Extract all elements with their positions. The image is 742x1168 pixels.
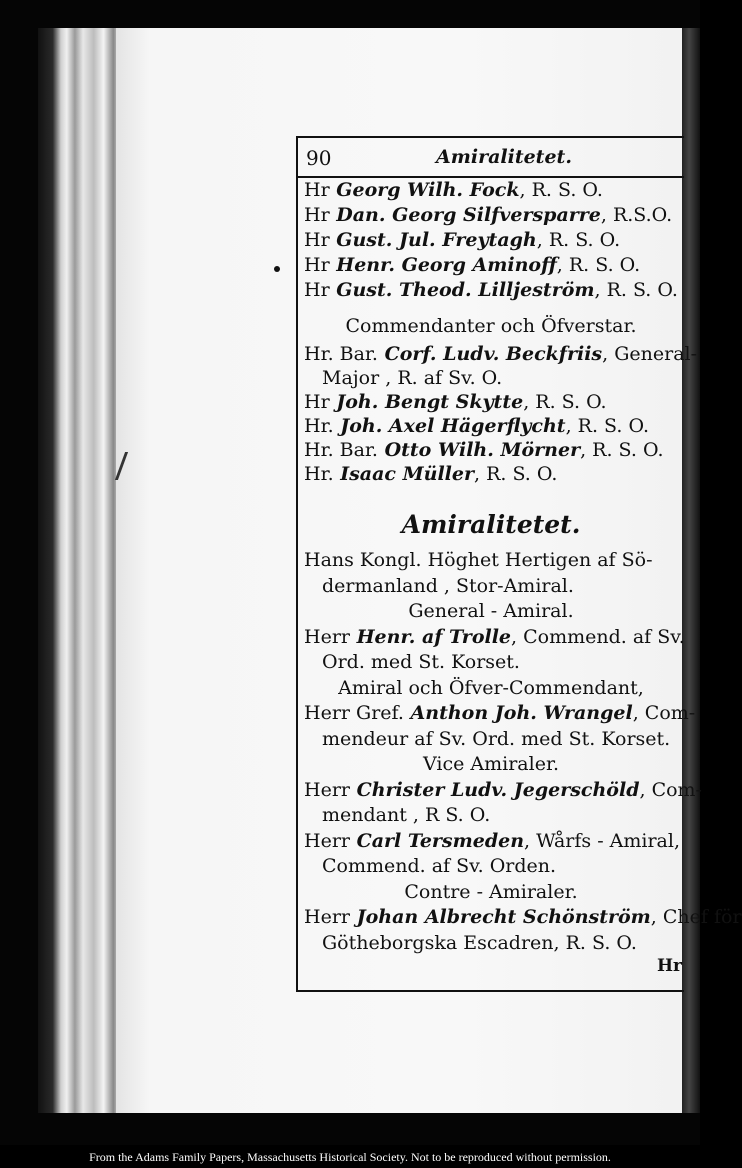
page-header bbox=[298, 136, 684, 176]
entry-text: , R. S. O. bbox=[523, 391, 607, 413]
entry-line bbox=[298, 752, 684, 776]
person-name: Isaac Müller bbox=[333, 463, 474, 485]
archive-caption: From the Adams Family Papers, Massachusetts Historical Society. Not to be reproduced without permission. bbox=[89, 1150, 611, 1164]
catchword: Hr bbox=[656, 956, 682, 976]
entry-text: mendeur af Sv. Ord. med St. Korset. bbox=[322, 727, 671, 750]
entry-text: Hr. bbox=[304, 463, 334, 485]
entry-line bbox=[304, 342, 697, 366]
entry-text: Herr bbox=[304, 778, 350, 801]
entry-text: Hans Kongl. Höghet Hertigen af Sö- bbox=[304, 549, 653, 571]
person-name: Corf. Ludv. Beckfriis bbox=[377, 343, 603, 365]
entry-line bbox=[322, 574, 574, 598]
section-commendanter: Commendanter och Öfverstar. bbox=[345, 315, 637, 337]
person-name: Dan. Georg Silfversparre bbox=[329, 204, 601, 226]
entry-text: Hr bbox=[304, 229, 330, 251]
person-name: Otto Wilh. Mörner bbox=[377, 439, 581, 461]
entry-line bbox=[304, 178, 603, 202]
entry-text: Hr bbox=[304, 391, 330, 413]
entry-text: , R. S. O. bbox=[565, 415, 649, 437]
entry-line bbox=[298, 599, 684, 623]
entry-text: , R. S. O. bbox=[594, 279, 678, 301]
entry-text: , R. S. O. bbox=[536, 229, 621, 251]
entry-text: , Wårfs - Amiral, bbox=[524, 829, 681, 852]
person-name: Johan Albrecht Schönström bbox=[349, 906, 651, 928]
entry-text: Hr bbox=[304, 279, 330, 301]
entry-text: Hr bbox=[304, 254, 330, 276]
entry-line bbox=[304, 625, 685, 649]
entry-text: Major , R. af Sv. O. bbox=[322, 367, 503, 389]
entry-line bbox=[322, 366, 502, 390]
person-name: Anthon Joh. Wrangel bbox=[403, 702, 633, 724]
person-name: Joh. Axel Hägerflycht bbox=[333, 415, 566, 437]
entry-text: , R.S.O. bbox=[600, 204, 673, 226]
entry-text: , R. S. O. bbox=[474, 463, 558, 485]
entry-text: , Com- bbox=[639, 778, 702, 801]
entry-line bbox=[304, 462, 557, 486]
entry-line bbox=[304, 905, 742, 929]
entry-text: , Com- bbox=[632, 702, 696, 724]
entry-line bbox=[304, 701, 695, 725]
entry-text: Vice Amiraler. bbox=[423, 753, 559, 775]
entry-line bbox=[304, 278, 678, 302]
entry-text: Herr bbox=[304, 625, 350, 648]
ink-dot bbox=[274, 266, 280, 272]
entry-line bbox=[304, 203, 672, 227]
entry-line bbox=[322, 803, 490, 827]
entry-line bbox=[304, 253, 640, 277]
entry-line bbox=[298, 676, 684, 700]
running-head: Amiralitetet. bbox=[436, 146, 572, 168]
entry-line bbox=[322, 727, 670, 751]
page-right-edge bbox=[682, 28, 700, 1113]
main-heading: Amiralitetet. bbox=[401, 510, 581, 539]
person-name: Gust. Theod. Lilljeström bbox=[329, 279, 595, 301]
entry-text: mendant , R S. O. bbox=[322, 804, 491, 826]
entry-line bbox=[304, 414, 649, 438]
text-block bbox=[296, 136, 742, 992]
person-name: Henr. af Trolle bbox=[349, 625, 512, 648]
person-name: Christer Ludv. Jegerschöld bbox=[349, 778, 640, 801]
entry-line bbox=[322, 650, 520, 674]
entry-text: Herr bbox=[304, 829, 350, 852]
entry-text: Hr bbox=[304, 204, 330, 226]
entry-line bbox=[304, 438, 663, 462]
entry-text: Ord. med St. Korset. bbox=[322, 651, 520, 673]
person-name: Gust. Jul. Freytagh bbox=[329, 229, 537, 251]
book-spine-edges bbox=[38, 28, 120, 1113]
entry-text: Götheborgska Escadren, R. S. O. bbox=[322, 931, 637, 954]
page-number: 90 bbox=[306, 146, 332, 170]
entry-text: , R. S. O. bbox=[519, 179, 603, 201]
entry-text: Hr. Bar. bbox=[304, 439, 378, 461]
entry-line bbox=[304, 228, 620, 252]
entry-text: Contre - Amiraler. bbox=[404, 880, 578, 903]
person-name: Henr. Georg Aminoff bbox=[329, 254, 557, 276]
entry-text: Herr Gref. bbox=[304, 702, 404, 724]
entry-text: , General- bbox=[602, 343, 698, 365]
entry-line bbox=[304, 390, 607, 414]
entry-text: , Chef för bbox=[650, 906, 742, 928]
entry-text: Hr bbox=[304, 179, 330, 201]
entry-line bbox=[304, 778, 702, 802]
entry-text: Hr. Bar. bbox=[304, 343, 378, 365]
entry-line bbox=[322, 854, 556, 878]
entry-line bbox=[304, 829, 680, 853]
person-name: Joh. Bengt Skytte bbox=[329, 391, 524, 413]
person-name: Carl Tersmeden bbox=[349, 829, 525, 852]
entry-text: Commend. af Sv. Orden. bbox=[322, 855, 557, 877]
entry-text: General - Amiral. bbox=[408, 600, 574, 622]
entry-line bbox=[298, 880, 684, 904]
entry-text: , Commend. af Sv. bbox=[511, 625, 685, 648]
person-name: Georg Wilh. Fock bbox=[329, 179, 520, 201]
entry-line bbox=[322, 931, 637, 955]
entry-text: Amiral och Öfver-Commendant, bbox=[338, 676, 644, 699]
entry-text: , R. S. O. bbox=[556, 254, 641, 276]
entry-text: dermanland , Stor-Amiral. bbox=[322, 574, 574, 597]
entry-text: Hr. bbox=[304, 415, 334, 437]
entry-text: Herr bbox=[304, 906, 350, 928]
entry-text: , R. S. O. bbox=[580, 439, 664, 461]
entry-line bbox=[304, 548, 653, 572]
